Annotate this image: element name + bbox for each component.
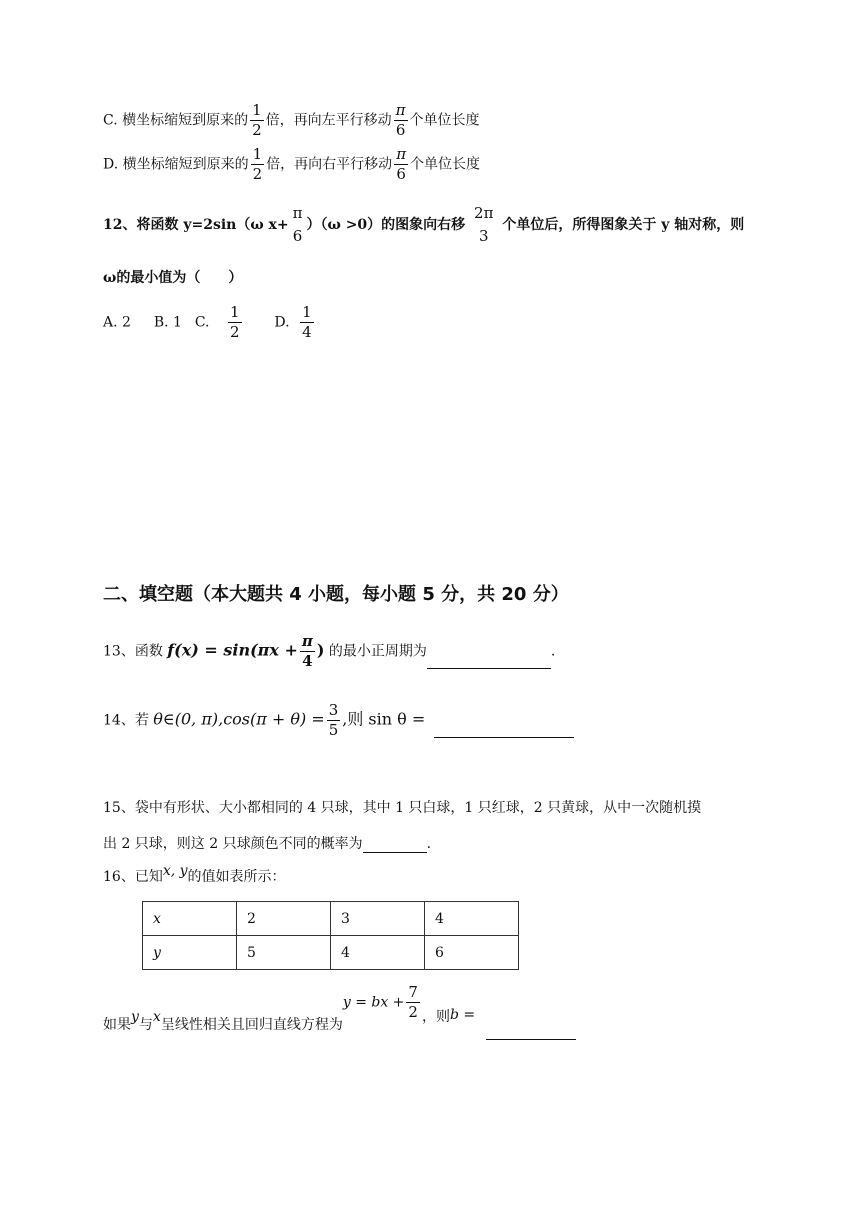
fraction-pi-over-6 — [291, 206, 305, 244]
option-c-text2: 倍，再向左平行移动 — [265, 112, 392, 129]
frac-den: 6 — [395, 121, 406, 139]
frac-den: 2 — [229, 323, 240, 341]
choice-c: C. — [194, 314, 210, 331]
answer-blank-13[interactable] — [427, 668, 551, 669]
q13-formula-left: f(x) = sin(πx + — [167, 640, 298, 660]
answer-blank-15[interactable] — [363, 852, 427, 853]
frac-den: 4 — [302, 323, 312, 341]
frac-num: π — [301, 632, 313, 650]
q16-line2-c: 呈线性相关且回归直线方程为 — [160, 1016, 343, 1033]
question-15-line1: 15、袋中有形状、大小都相同的 4 只球，其中 1 只白球，1 只红球，2 只黄球，从中一次随机摸 — [103, 800, 702, 816]
question-12 — [103, 206, 744, 244]
fraction-one-quarter — [300, 305, 314, 340]
q16-line2-d: ，则 — [421, 1008, 450, 1025]
table-cell: x — [143, 902, 237, 936]
frac-den: 4 — [302, 652, 313, 670]
question-12-line2: ω的最小值为（ ） — [103, 270, 243, 286]
fraction-2pi-over-3 — [472, 206, 495, 244]
option-d-text3: 个单位长度 — [410, 156, 481, 173]
q16-var-b: b = — [449, 1006, 476, 1023]
table-row — [143, 902, 519, 936]
table-cell: 4 — [425, 902, 519, 936]
fraction-pi-over-4 — [300, 634, 315, 669]
choice-b: B. 1 — [153, 314, 182, 331]
q12-choices — [103, 305, 316, 340]
q13-text1: 函数 — [134, 643, 163, 660]
q13-number: 13、 — [103, 643, 135, 660]
q14-condition: θ∈(0, π),cos(π + θ) = — [153, 709, 325, 729]
question-16-line2 — [103, 983, 576, 1033]
frac-num: π — [395, 101, 406, 119]
q13-end: . — [550, 643, 556, 660]
q16-line2-a: 如果 — [103, 1016, 131, 1033]
q16-var-y: y — [131, 1008, 139, 1025]
q14-text2: ,则 sin θ = — [342, 709, 426, 729]
answer-blank-14[interactable] — [434, 737, 574, 738]
frac-num: π — [292, 204, 303, 222]
frac-den: 5 — [328, 721, 339, 739]
table-row — [143, 936, 519, 970]
q16-text1: 已知 — [134, 869, 163, 885]
frac-num: π — [396, 145, 407, 163]
table-cell: 4 — [331, 936, 425, 970]
q16-var-x: x — [152, 1008, 161, 1025]
frac-den: 6 — [292, 227, 303, 245]
q14-text1: 若 — [134, 712, 149, 729]
fraction-3-over-5 — [327, 703, 341, 738]
frac-den: 6 — [396, 165, 406, 183]
q16-number: 16、 — [103, 869, 135, 885]
table-cell: 6 — [425, 936, 519, 970]
q12-text3: 个单位后，所得图象关于 y 轴对称，则 — [502, 217, 745, 233]
q13-text2: 的最小正周期为 — [328, 643, 427, 660]
option-d — [103, 147, 480, 182]
option-c-text3: 个单位长度 — [409, 112, 480, 129]
frac-den: 2 — [408, 1003, 418, 1021]
question-14 — [103, 703, 574, 738]
table-cell: 5 — [237, 936, 331, 970]
q16-line2-b: 与 — [138, 1016, 153, 1033]
choice-d: D. — [274, 314, 290, 331]
frac-num: 1 — [252, 101, 262, 119]
q16-vars: x, y — [162, 863, 188, 879]
fraction-7-over-2 — [406, 985, 420, 1020]
q12-text1: 将函数 y=2sin（ω x+ — [136, 217, 289, 233]
section-heading: 二、填空题（本大题共 4 小题，每小题 5 分，共 20 分） — [103, 584, 569, 605]
q15-end: . — [426, 836, 432, 852]
fraction-pi-sixth — [394, 103, 408, 138]
frac-num: 7 — [408, 983, 418, 1001]
option-d-text2: 倍，再向右平行移动 — [266, 156, 393, 173]
option-d-label: D. — [103, 156, 119, 173]
values-table — [142, 901, 519, 970]
option-d-text1: 横坐标缩短到原来的 — [122, 156, 249, 173]
q13-formula-right: ) — [316, 640, 325, 660]
table-cell: 2 — [237, 902, 331, 936]
question-16 — [103, 863, 286, 886]
choice-a: A. 2 — [103, 314, 131, 331]
fraction-one-half — [228, 305, 242, 340]
question-15-line2 — [103, 833, 431, 853]
answer-blank-16[interactable] — [486, 1039, 576, 1040]
q12-text2: ）（ω >0）的图象向右移 — [306, 217, 466, 233]
table-cell: 3 — [331, 902, 425, 936]
q12-number: 12、 — [103, 217, 137, 233]
option-c-text1: 横坐标缩短到原来的 — [122, 112, 249, 129]
frac-den: 2 — [252, 121, 262, 139]
option-c — [103, 103, 480, 138]
frac-num: 2π — [474, 204, 494, 222]
fraction-pi-sixth — [394, 147, 408, 182]
q14-number: 14、 — [103, 712, 135, 729]
table-cell: y — [143, 936, 237, 970]
frac-num: 1 — [252, 145, 263, 163]
q16-equation: y = bx + — [342, 994, 405, 1011]
frac-num: 1 — [229, 303, 240, 321]
option-c-label: C. — [103, 112, 118, 129]
fraction-one-half — [250, 103, 264, 138]
q15-line2-text: 出 2 只球，则这 2 只球颜色不同的概率为 — [103, 836, 363, 852]
frac-den: 2 — [252, 165, 263, 183]
question-13 — [103, 634, 555, 669]
frac-den: 3 — [478, 227, 489, 245]
frac-num: 3 — [328, 701, 339, 719]
frac-num: 1 — [302, 303, 312, 321]
q16-text2: 的值如表所示： — [187, 869, 286, 885]
fraction-one-half — [251, 147, 265, 182]
